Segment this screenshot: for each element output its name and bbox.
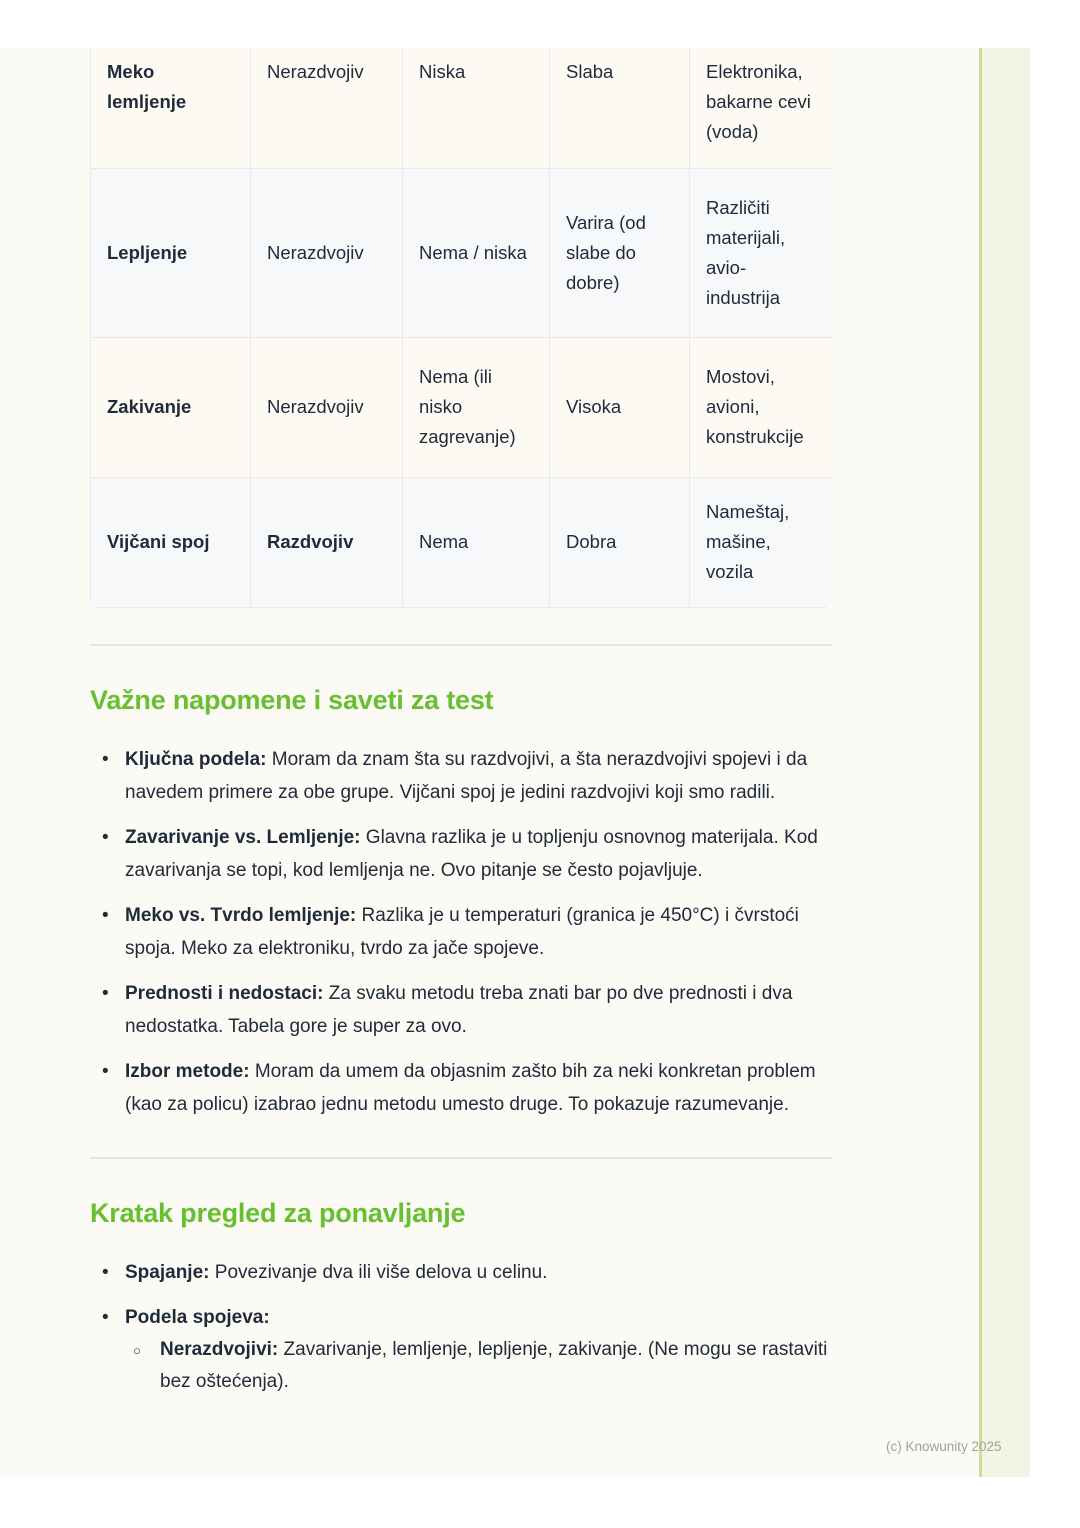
bullet-lead: Prednosti i nedostaci:: [125, 982, 324, 1004]
bullet-text: Razlika je u temperaturi (granica je 450°C) i čvrstoći spoja. Meko za elektroniku, tvrdo za jače spojeve.: [125, 904, 799, 959]
table-cell-use: Nameštaj, mašine, vozila: [690, 477, 833, 607]
notes-bullet-list: [90, 743, 832, 1121]
table-cell-type: Nerazdvojiv: [251, 337, 403, 477]
table-cell-temp: Nema / niska: [403, 168, 550, 337]
section-divider: [90, 1157, 832, 1159]
table-cell-method: Meko lemljenje: [91, 48, 251, 168]
bullet-lead: Nerazdvojivi:: [160, 1338, 279, 1360]
bullet-lead: Meko vs. Tvrdo lemljenje:: [125, 904, 357, 926]
bullet-lead: Spajanje:: [125, 1261, 210, 1283]
table-row-lepljenje: [91, 168, 833, 337]
bullet-text: Za svaku metodu treba znati bar po dve prednosti i dva nedostatka. Tabela gore je super za ovo.: [125, 982, 793, 1037]
table-cell-method: Zakivanje: [91, 337, 251, 477]
bullet-item: [90, 1256, 832, 1289]
table-cell-temp: Niska: [403, 48, 550, 168]
table: [90, 48, 832, 608]
section-heading-notes: Važne napomene i saveti za test: [90, 684, 494, 715]
bullet-text: Moram da znam šta su razdvojivi, a šta nerazdvojivi spojevi i da navedem primere za obe grupe. Vijčani spoj je jedini razdvojivi koji smo radili.: [125, 748, 808, 803]
sub-bullet-list: [125, 1334, 832, 1398]
section-heading-review: Kratak pregled za ponavljanje: [90, 1197, 466, 1228]
bullet-item: [90, 1301, 832, 1398]
table-cell-type: Razdvojiv: [251, 477, 403, 607]
watermark: (c) Knowunity 2025: [886, 1439, 1002, 1454]
table-cell-strength: Slaba: [550, 48, 690, 168]
sub-bullet-item: [125, 1334, 832, 1398]
table-cell-strength: Varira (od slabe do dobre): [550, 168, 690, 337]
section-divider: [90, 644, 832, 646]
table-row-zakivanje: [91, 337, 833, 477]
document-page: [0, 48, 1030, 1477]
table-cell-type: Nerazdvojiv: [251, 48, 403, 168]
table-cell-temp: Nema: [403, 477, 550, 607]
table-row-meko-lemljenje: [91, 48, 833, 168]
review-bullet-list: [90, 1256, 832, 1398]
page-edge-strip: [979, 48, 1030, 1477]
table-cell-type: Nerazdvojiv: [251, 168, 403, 337]
bullet-text: Glavna razlika je u topljenju osnovnog materijala. Kod zavarivanja se topi, kod lemljenja ne. Ovo pitanje se često pojavljuje.: [125, 826, 818, 881]
bullet-item: [90, 821, 832, 887]
bullet-text: Povezivanje dva ili više delova u celinu.: [214, 1261, 548, 1283]
bullet-text: Zavarivanje, lemljenje, lepljenje, zakivanje. (Ne mogu se rastaviti bez oštećenja).: [160, 1338, 828, 1392]
table-cell-temp: Nema (ili nisko zagrevanje): [403, 337, 550, 477]
bullet-item: [90, 977, 832, 1043]
table-cell-use: Elektronika, bakarne cevi (voda): [690, 48, 833, 168]
bullet-lead: Podela spojeva:: [125, 1306, 270, 1328]
page-content: [90, 48, 832, 1410]
bullet-lead: Ključna podela:: [125, 748, 267, 770]
bullet-item: [90, 743, 832, 809]
bullet-text: Moram da umem da objasnim zašto bih za neki konkretan problem (kao za policu) izabrao jednu metodu umesto druge. To pokazuje razumevanje.: [125, 1060, 816, 1115]
table-cell-method: Vijčani spoj: [91, 477, 251, 607]
table-cell-use: Mostovi, avioni, konstrukcije: [690, 337, 833, 477]
joining-methods-table: [90, 48, 832, 608]
table-row-vijcani-spoj: [91, 477, 833, 607]
bullet-lead: Izbor metode:: [125, 1060, 250, 1082]
table-cell-strength: Visoka: [550, 337, 690, 477]
bullet-item: [90, 899, 832, 965]
table-cell-method: Lepljenje: [91, 168, 251, 337]
bullet-lead: Zavarivanje vs. Lemljenje:: [125, 826, 361, 848]
bullet-item: [90, 1055, 832, 1121]
table-cell-use: Različiti materijali, avio-industrija: [690, 168, 833, 337]
table-cell-strength: Dobra: [550, 477, 690, 607]
